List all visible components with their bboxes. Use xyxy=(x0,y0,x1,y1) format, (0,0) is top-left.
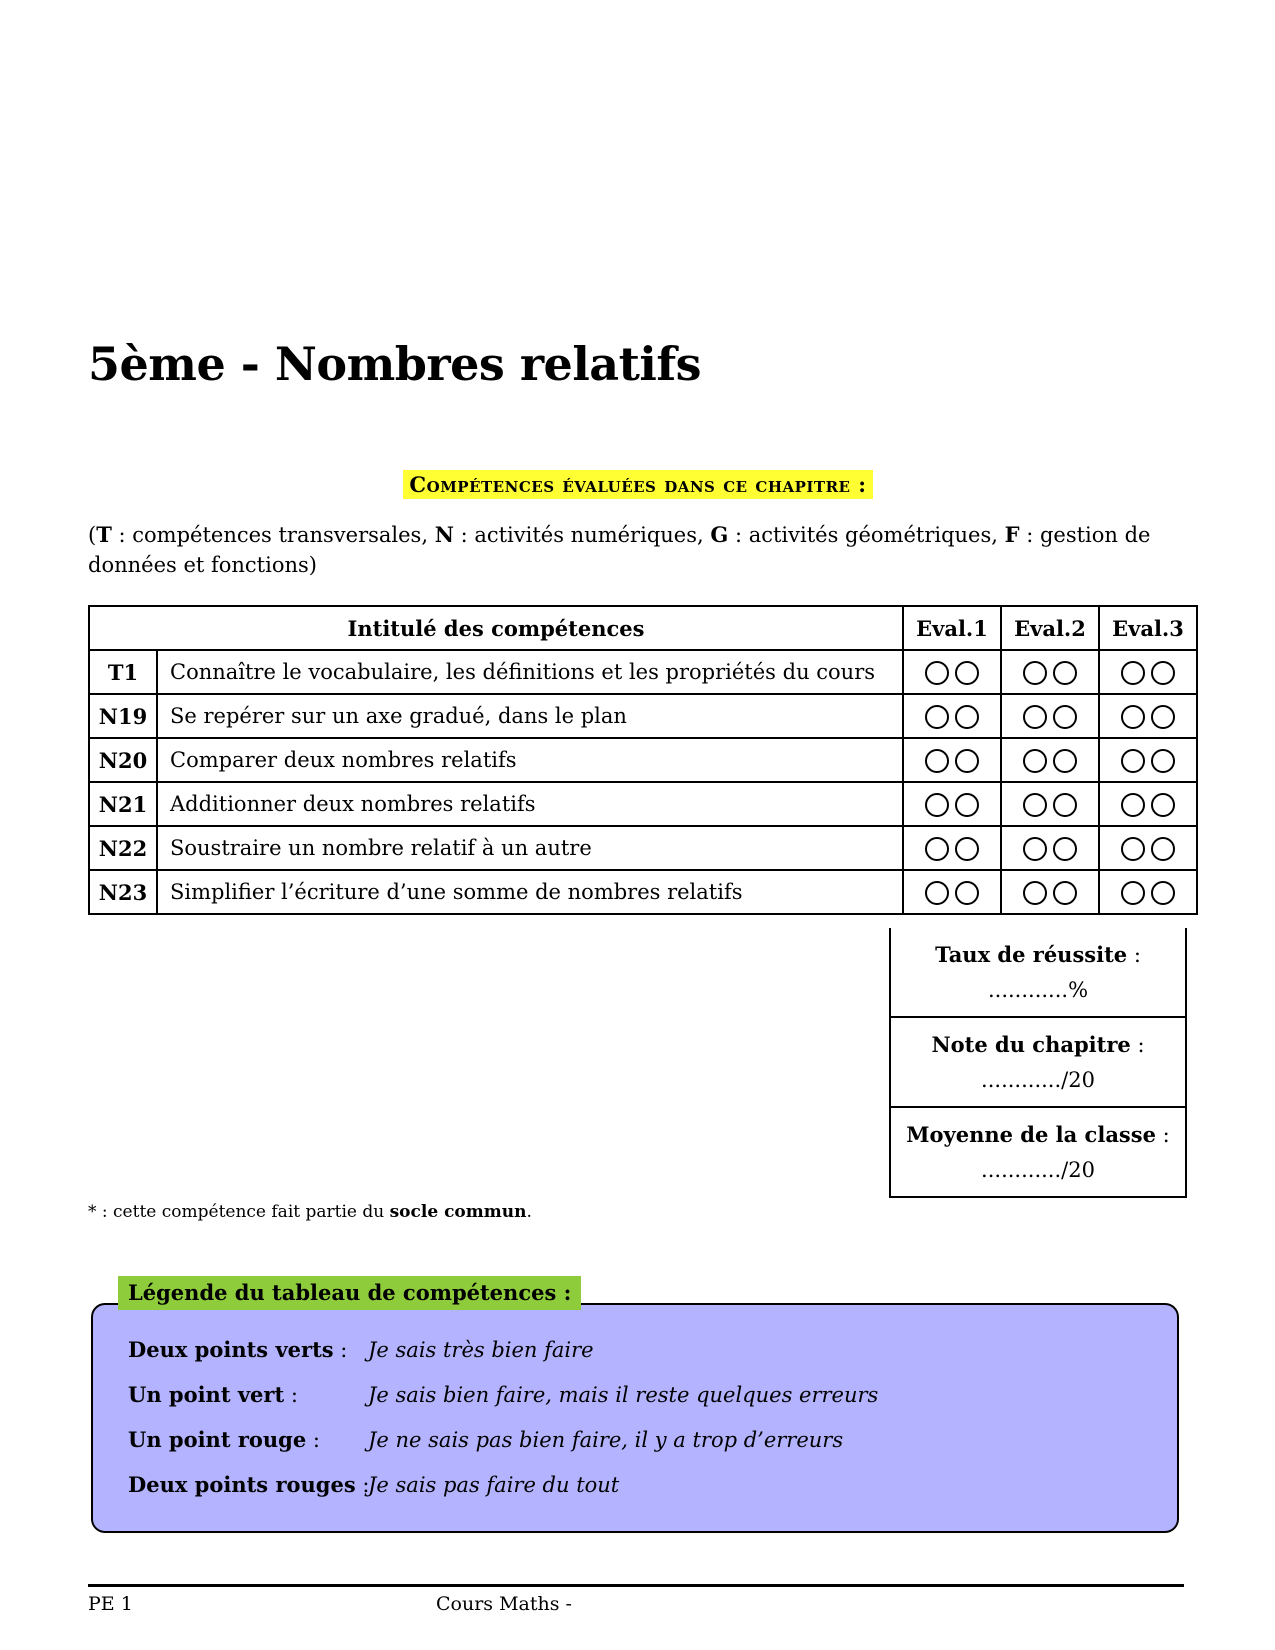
eval-3-cell xyxy=(1099,870,1197,914)
empty-circle-icon[interactable] xyxy=(925,881,949,905)
empty-circle-icon[interactable] xyxy=(1121,881,1145,905)
empty-circle-icon[interactable] xyxy=(955,749,979,773)
competence-label: Soustraire un nombre relatif à un autre xyxy=(157,826,903,870)
empty-circle-icon[interactable] xyxy=(1121,661,1145,685)
eval-2-cell xyxy=(1001,870,1099,914)
empty-circle-icon[interactable] xyxy=(1121,837,1145,861)
empty-circle-icon[interactable] xyxy=(1023,881,1047,905)
chapter-grade-label: Note du chapitre xyxy=(931,1032,1131,1057)
eval-1-cell xyxy=(903,694,1001,738)
eval-2-cell xyxy=(1001,782,1099,826)
eval-3-cell xyxy=(1099,738,1197,782)
section-heading: Compétences évaluées dans ce chapitre : xyxy=(403,470,872,499)
empty-circle-icon[interactable] xyxy=(955,837,979,861)
chapter-grade-value: ............/20 xyxy=(981,1068,1095,1092)
legend-item: Un point vert : Je sais bien faire, mais il reste quelques erreurs xyxy=(128,1382,879,1407)
competence-label: Comparer deux nombres relatifs xyxy=(157,738,903,782)
empty-circle-icon[interactable] xyxy=(1023,661,1047,685)
header-competence-title: Intitulé des compétences xyxy=(89,606,903,650)
empty-circle-icon[interactable] xyxy=(1023,793,1047,817)
empty-circle-icon[interactable] xyxy=(1151,749,1175,773)
empty-circle-icon[interactable] xyxy=(1053,881,1077,905)
success-rate-value: ............% xyxy=(987,978,1089,1002)
empty-circle-icon[interactable] xyxy=(955,661,979,685)
eval-2-cell xyxy=(1001,738,1099,782)
empty-circle-icon[interactable] xyxy=(925,705,949,729)
eval-1-cell xyxy=(903,826,1001,870)
legend-item: Deux points verts : Je sais très bien faire xyxy=(128,1337,594,1362)
results-box xyxy=(889,928,1187,1198)
empty-circle-icon[interactable] xyxy=(1053,837,1077,861)
competence-label: Connaître le vocabulaire, les définitions et les propriétés du cours xyxy=(157,650,903,694)
eval-1-cell xyxy=(903,782,1001,826)
empty-circle-icon[interactable] xyxy=(1151,881,1175,905)
eval-2-cell xyxy=(1001,650,1099,694)
eval-2-cell xyxy=(1001,694,1099,738)
header-eval-3: Eval.3 xyxy=(1099,606,1197,650)
empty-circle-icon[interactable] xyxy=(925,749,949,773)
eval-1-cell xyxy=(903,650,1001,694)
eval-3-cell xyxy=(1099,826,1197,870)
success-rate-cell: Taux de réussite : ............% xyxy=(891,928,1185,1016)
empty-circle-icon[interactable] xyxy=(1151,837,1175,861)
legend-item: Un point rouge : Je ne sais pas bien faire, il y a trop d’erreurs xyxy=(128,1427,844,1452)
eval-2-cell xyxy=(1001,826,1099,870)
empty-circle-icon[interactable] xyxy=(1053,749,1077,773)
empty-circle-icon[interactable] xyxy=(925,661,949,685)
competence-code: T1 xyxy=(89,650,157,694)
footnote: * : cette compétence fait partie du socle commun. xyxy=(88,1202,532,1222)
footer-center: Cours Maths - xyxy=(436,1593,572,1615)
legend-title: Légende du tableau de compétences : xyxy=(118,1276,581,1310)
empty-circle-icon[interactable] xyxy=(955,705,979,729)
empty-circle-icon[interactable] xyxy=(925,837,949,861)
table-row xyxy=(89,826,1197,870)
empty-circle-icon[interactable] xyxy=(1053,793,1077,817)
empty-circle-icon[interactable] xyxy=(1023,749,1047,773)
table-row xyxy=(89,870,1197,914)
empty-circle-icon[interactable] xyxy=(925,793,949,817)
header-eval-1: Eval.1 xyxy=(903,606,1001,650)
competence-table xyxy=(88,605,1198,915)
page-title: 5ème - Nombres relatifs xyxy=(88,337,702,391)
competence-code: N21 xyxy=(89,782,157,826)
empty-circle-icon[interactable] xyxy=(1053,705,1077,729)
eval-3-cell xyxy=(1099,782,1197,826)
table-header-row xyxy=(89,606,1197,650)
chapter-grade-cell: Note du chapitre : ............/20 xyxy=(891,1016,1185,1106)
empty-circle-icon[interactable] xyxy=(1121,793,1145,817)
section-heading-wrap xyxy=(88,470,1188,499)
competence-label: Simplifier l’écriture d’une somme de nombres relatifs xyxy=(157,870,903,914)
eval-1-cell xyxy=(903,870,1001,914)
empty-circle-icon[interactable] xyxy=(1023,705,1047,729)
class-average-cell: Moyenne de la classe : ............/20 xyxy=(891,1106,1185,1196)
success-rate-label: Taux de réussite xyxy=(935,942,1128,967)
competence-code: N22 xyxy=(89,826,157,870)
table-row xyxy=(89,782,1197,826)
empty-circle-icon[interactable] xyxy=(1121,705,1145,729)
empty-circle-icon[interactable] xyxy=(1023,837,1047,861)
competence-label: Se repérer sur un axe gradué, dans le plan xyxy=(157,694,903,738)
empty-circle-icon[interactable] xyxy=(1151,661,1175,685)
table-row xyxy=(89,694,1197,738)
competence-code: N19 xyxy=(89,694,157,738)
header-eval-2: Eval.2 xyxy=(1001,606,1099,650)
class-average-value: ............/20 xyxy=(981,1158,1095,1182)
legend-item: Deux points rouges :Je sais pas faire du tout xyxy=(128,1472,620,1497)
empty-circle-icon[interactable] xyxy=(1121,749,1145,773)
eval-3-cell xyxy=(1099,694,1197,738)
eval-1-cell xyxy=(903,738,1001,782)
class-average-label: Moyenne de la classe xyxy=(906,1122,1156,1147)
empty-circle-icon[interactable] xyxy=(955,881,979,905)
table-row xyxy=(89,738,1197,782)
competence-label: Additionner deux nombres relatifs xyxy=(157,782,903,826)
eval-3-cell xyxy=(1099,650,1197,694)
competence-code: N23 xyxy=(89,870,157,914)
empty-circle-icon[interactable] xyxy=(1151,705,1175,729)
table-row xyxy=(89,650,1197,694)
competence-code: N20 xyxy=(89,738,157,782)
abbreviation-note: (T : compétences transversales, N : activités numériques, G : activités géométriques, F : gestion de données et fonctions) xyxy=(88,522,1151,577)
legend-list xyxy=(128,1334,878,1514)
empty-circle-icon[interactable] xyxy=(955,793,979,817)
empty-circle-icon[interactable] xyxy=(1053,661,1077,685)
footer-left: PE 1 xyxy=(88,1593,133,1615)
empty-circle-icon[interactable] xyxy=(1151,793,1175,817)
footer-divider xyxy=(88,1584,1184,1587)
